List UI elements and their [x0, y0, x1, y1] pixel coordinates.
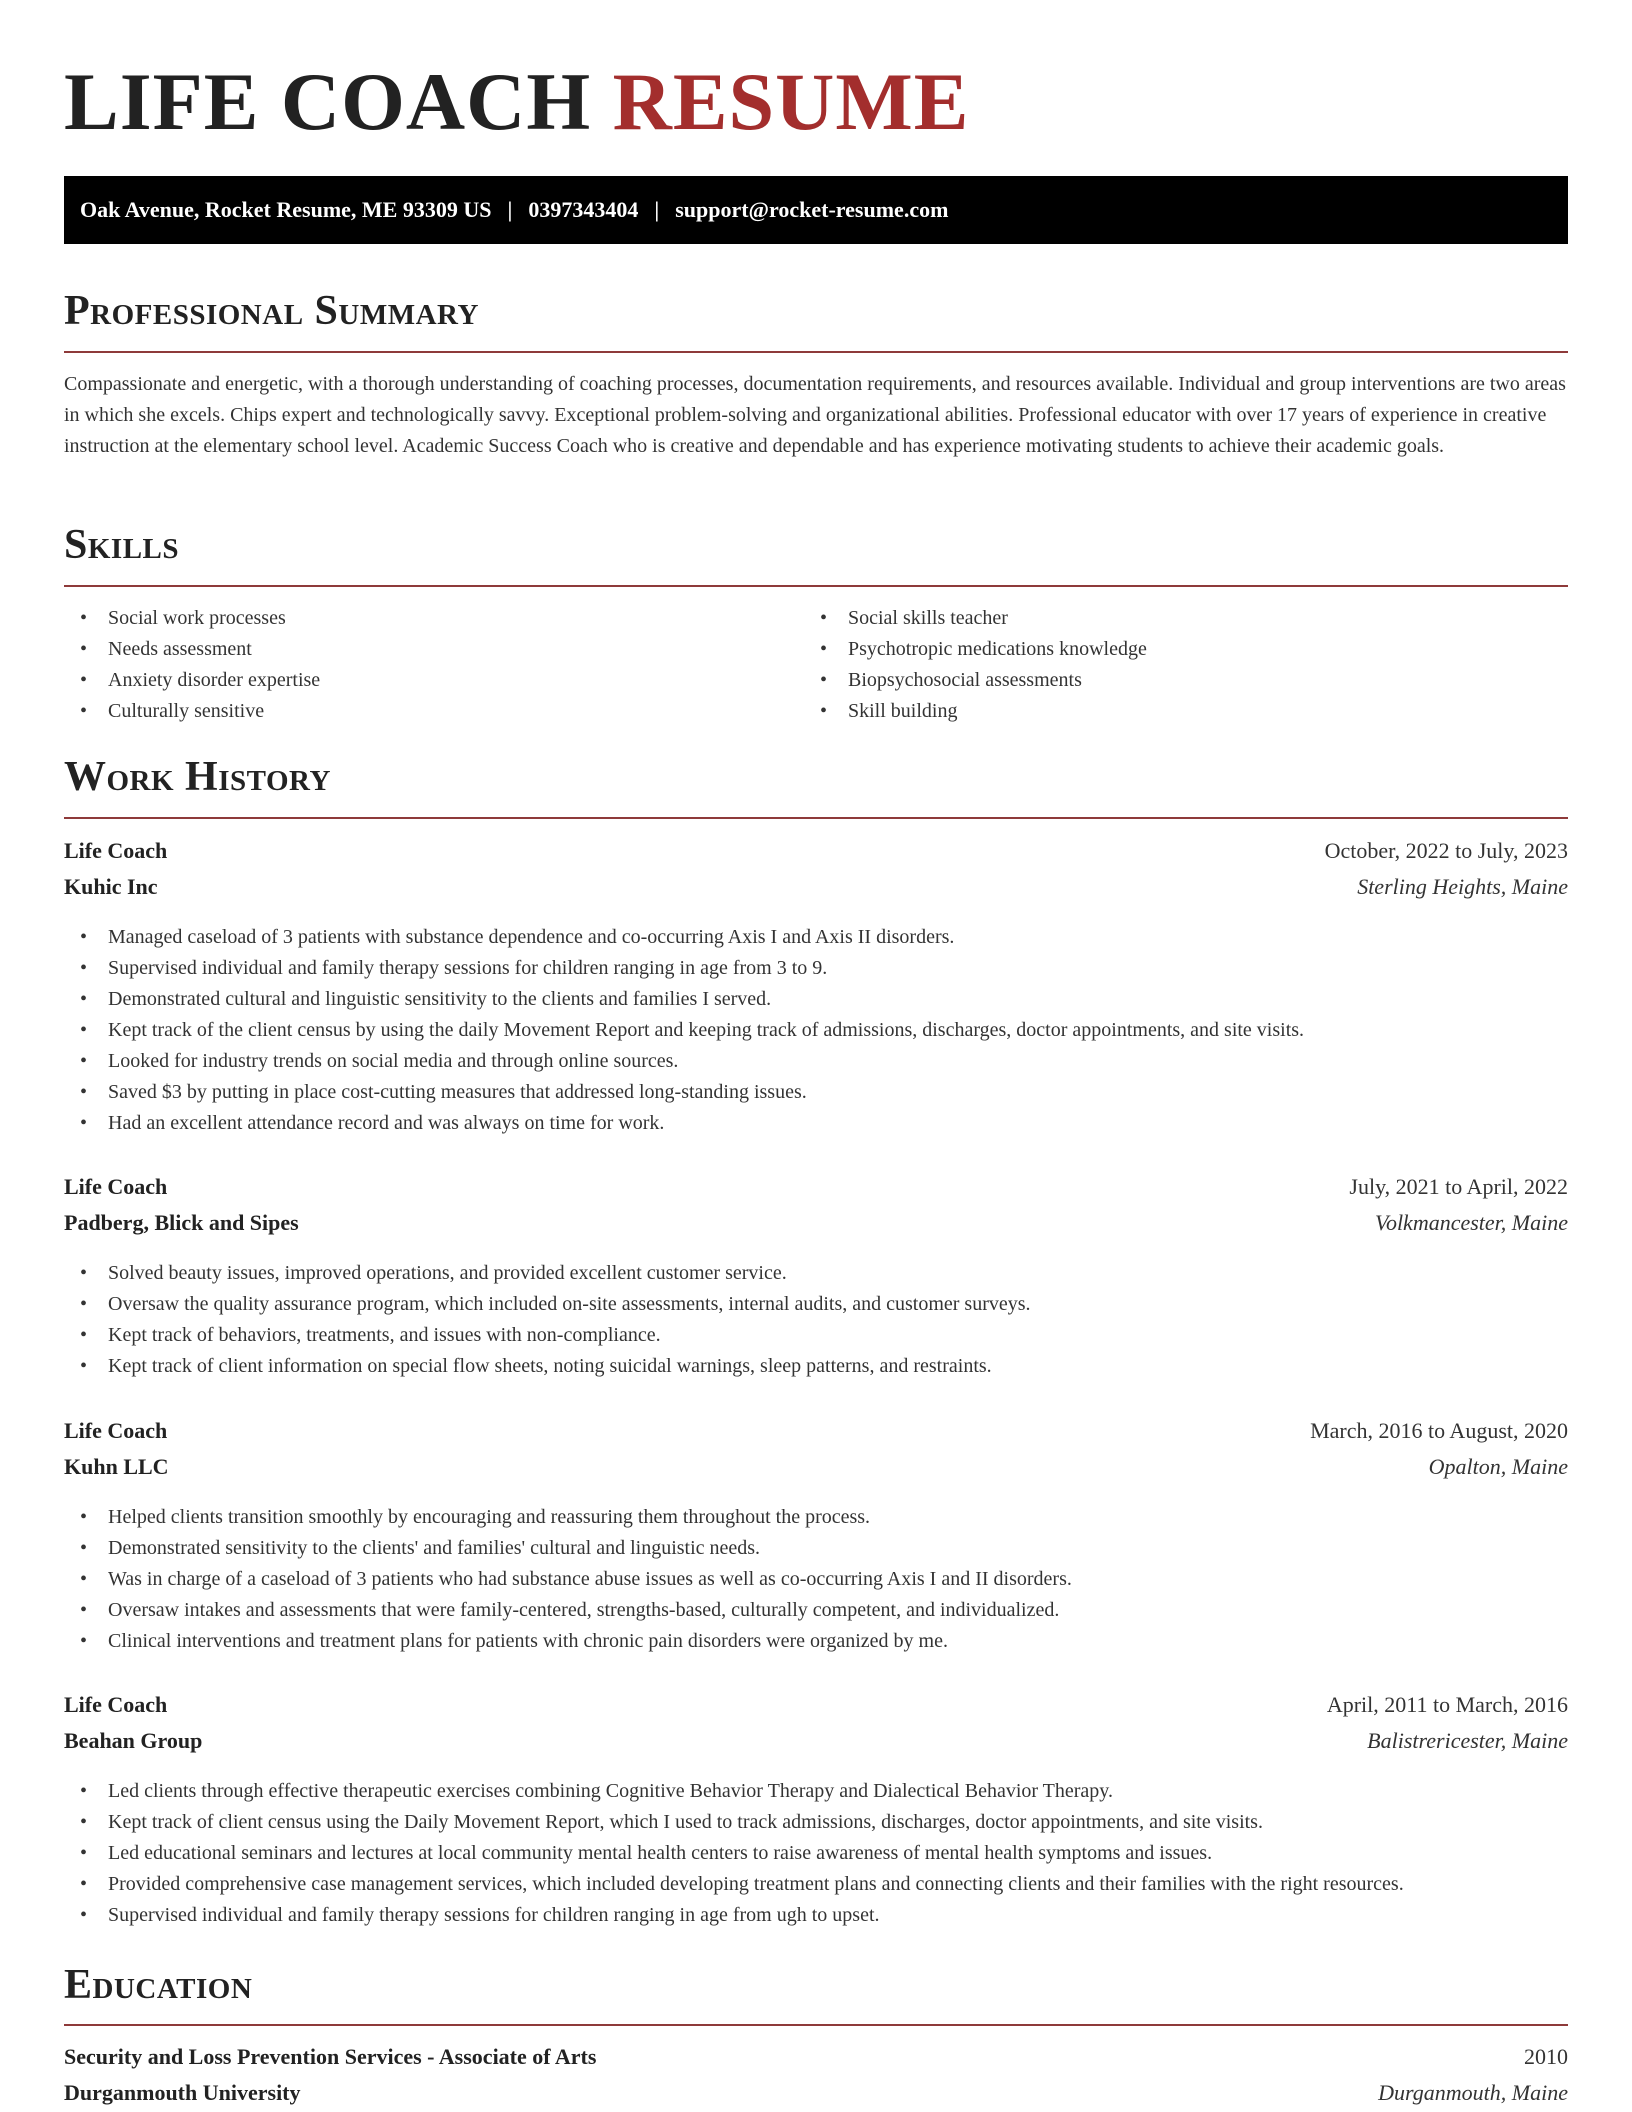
skill-item: • Skill building [804, 696, 1147, 727]
title-accent: RESUME [612, 56, 970, 147]
skill-item: • Anxiety disorder expertise [64, 665, 320, 696]
education-location: Durganmouth, Maine [1378, 2080, 1568, 2105]
job-bullets [64, 1776, 1404, 1931]
job-bullet: • Supervised individual and family therapy sessions for children ranging in age from ugh to upset. [64, 1900, 1404, 1931]
job-bullet: • Saved $3 by putting in place cost-cutting measures that addressed long-standing issues. [64, 1077, 1304, 1108]
contact-phone: 0397343404 [528, 197, 639, 222]
job-bullet: • Was in charge of a caseload of 3 patients who had substance abuse issues as well as co-occurring Axis I and II disorders. [64, 1564, 1072, 1595]
skill-item: • Psychotropic medications knowledge [804, 634, 1147, 665]
resume-title [64, 54, 969, 150]
summary-text: Compassionate and energetic, with a thorough understanding of coaching processes, documentation requirements, and resources available. Individual and group interventions are two areas in which she excels. Chips expert and technologically savvy. Exceptional problem-solving and organizational abilities. Professional educator with over 17 years of experience in creative instruction at the elementary school level. Academic Success Coach who is creative and dependable and has experience motivating students to achieve their academic goals. [64, 373, 1566, 457]
job-subheader [64, 1728, 1568, 1754]
contact-bar [64, 176, 1568, 244]
job-header [64, 1418, 1568, 1444]
education-degree: Security and Loss Prevention Services - Associate of Arts [64, 2044, 597, 2069]
job-location: Balistrericester, Maine [1367, 1728, 1568, 1753]
education-heading: Education [64, 1962, 253, 2008]
job-bullets [64, 1502, 1072, 1657]
contact-separator: | [507, 197, 513, 222]
education-school: Durganmouth University [64, 2080, 301, 2105]
job-bullet: • Helped clients transition smoothly by encouraging and reassuring them throughout the process. [64, 1502, 1072, 1533]
contact-separator: | [654, 197, 660, 222]
job-header [64, 1692, 1568, 1718]
work-heading: Work History [64, 754, 331, 800]
job-role: Life Coach [64, 1692, 168, 1717]
skills-heading: Skills [64, 522, 180, 568]
title-main: LIFE COACH [64, 56, 592, 147]
skill-item: • Culturally sensitive [64, 696, 320, 727]
job-dates: July, 2021 to April, 2022 [1349, 1174, 1568, 1199]
job-bullet: • Kept track of client information on special flow sheets, noting suicidal warnings, sleep patterns, and restraints. [64, 1351, 1031, 1382]
job-company: Padberg, Blick and Sipes [64, 1210, 299, 1235]
job-bullet: • Led educational seminars and lectures at local community mental health centers to raise awareness of mental health symptoms and issues. [64, 1838, 1404, 1869]
job-bullet: • Managed caseload of 3 patients with substance dependence and co-occurring Axis I and Axis II disorders. [64, 922, 1304, 953]
job-bullet: • Kept track of behaviors, treatments, and issues with non-compliance. [64, 1320, 1031, 1351]
contact-email[interactable]: support@rocket-resume.com [675, 197, 949, 222]
job-bullets [64, 922, 1304, 1139]
job-subheader [64, 1210, 1568, 1236]
job-role: Life Coach [64, 838, 168, 863]
job-company: Kuhic Inc [64, 874, 158, 899]
job-header [64, 838, 1568, 864]
work-divider [64, 817, 1568, 819]
job-bullet: • Oversaw the quality assurance program, which included on-site assessments, internal audits, and customer surveys. [64, 1289, 1031, 1320]
job-dates: March, 2016 to August, 2020 [1310, 1418, 1568, 1443]
job-bullet: • Had an excellent attendance record and was always on time for work. [64, 1108, 1304, 1139]
education-divider [64, 2024, 1568, 2026]
education-subheader [64, 2080, 1568, 2106]
job-location: Sterling Heights, Maine [1357, 874, 1568, 899]
job-bullet: • Demonstrated sensitivity to the clients' and families' cultural and linguistic needs. [64, 1533, 1072, 1564]
summary-heading: Professional Summary [64, 288, 479, 334]
job-bullet: • Oversaw intakes and assessments that were family-centered, strengths-based, culturally competent, and individualized. [64, 1595, 1072, 1626]
contact-address: Oak Avenue, Rocket Resume, ME 93309 US [80, 197, 492, 222]
job-role: Life Coach [64, 1174, 168, 1199]
job-company: Kuhn LLC [64, 1454, 169, 1479]
job-company: Beahan Group [64, 1728, 203, 1753]
job-location: Opalton, Maine [1428, 1454, 1568, 1479]
job-dates: October, 2022 to July, 2023 [1324, 838, 1568, 863]
education-header [64, 2044, 1568, 2070]
job-bullet: • Kept track of the client census by using the daily Movement Report and keeping track of admissions, discharges, doctor appointments, and site visits. [64, 1015, 1304, 1046]
skill-item: • Biopsychosocial assessments [804, 665, 1147, 696]
skills-list-left [64, 603, 320, 727]
job-bullet: • Clinical interventions and treatment plans for patients with chronic pain disorders were organized by me. [64, 1626, 1072, 1657]
job-bullet: • Provided comprehensive case management services, which included developing treatment plans and connecting clients and their families with the right resources. [64, 1869, 1404, 1900]
job-bullet: • Looked for industry trends on social media and through online sources. [64, 1046, 1304, 1077]
job-bullet: • Kept track of client census using the Daily Movement Report, which I used to track admissions, discharges, doctor appointments, and site visits. [64, 1807, 1404, 1838]
job-bullet: • Supervised individual and family therapy sessions for children ranging in age from 3 to 9. [64, 953, 1304, 984]
job-bullet: • Demonstrated cultural and linguistic sensitivity to the clients and families I served. [64, 984, 1304, 1015]
job-location: Volkmancester, Maine [1374, 1210, 1568, 1235]
skill-item: • Needs assessment [64, 634, 320, 665]
education-year: 2010 [1524, 2044, 1568, 2069]
job-bullet: • Led clients through effective therapeutic exercises combining Cognitive Behavior Therapy and Dialectical Behavior Therapy. [64, 1776, 1404, 1807]
job-subheader [64, 1454, 1568, 1480]
job-dates: April, 2011 to March, 2016 [1326, 1692, 1568, 1717]
job-bullet: • Solved beauty issues, improved operations, and provided excellent customer service. [64, 1258, 1031, 1289]
job-header [64, 1174, 1568, 1200]
job-subheader [64, 874, 1568, 900]
skill-item: • Social skills teacher [804, 603, 1147, 634]
skills-divider [64, 585, 1568, 587]
job-role: Life Coach [64, 1418, 168, 1443]
job-bullets [64, 1258, 1031, 1382]
summary-divider [64, 351, 1568, 353]
skills-list-right [804, 603, 1147, 727]
skill-item: • Social work processes [64, 603, 320, 634]
